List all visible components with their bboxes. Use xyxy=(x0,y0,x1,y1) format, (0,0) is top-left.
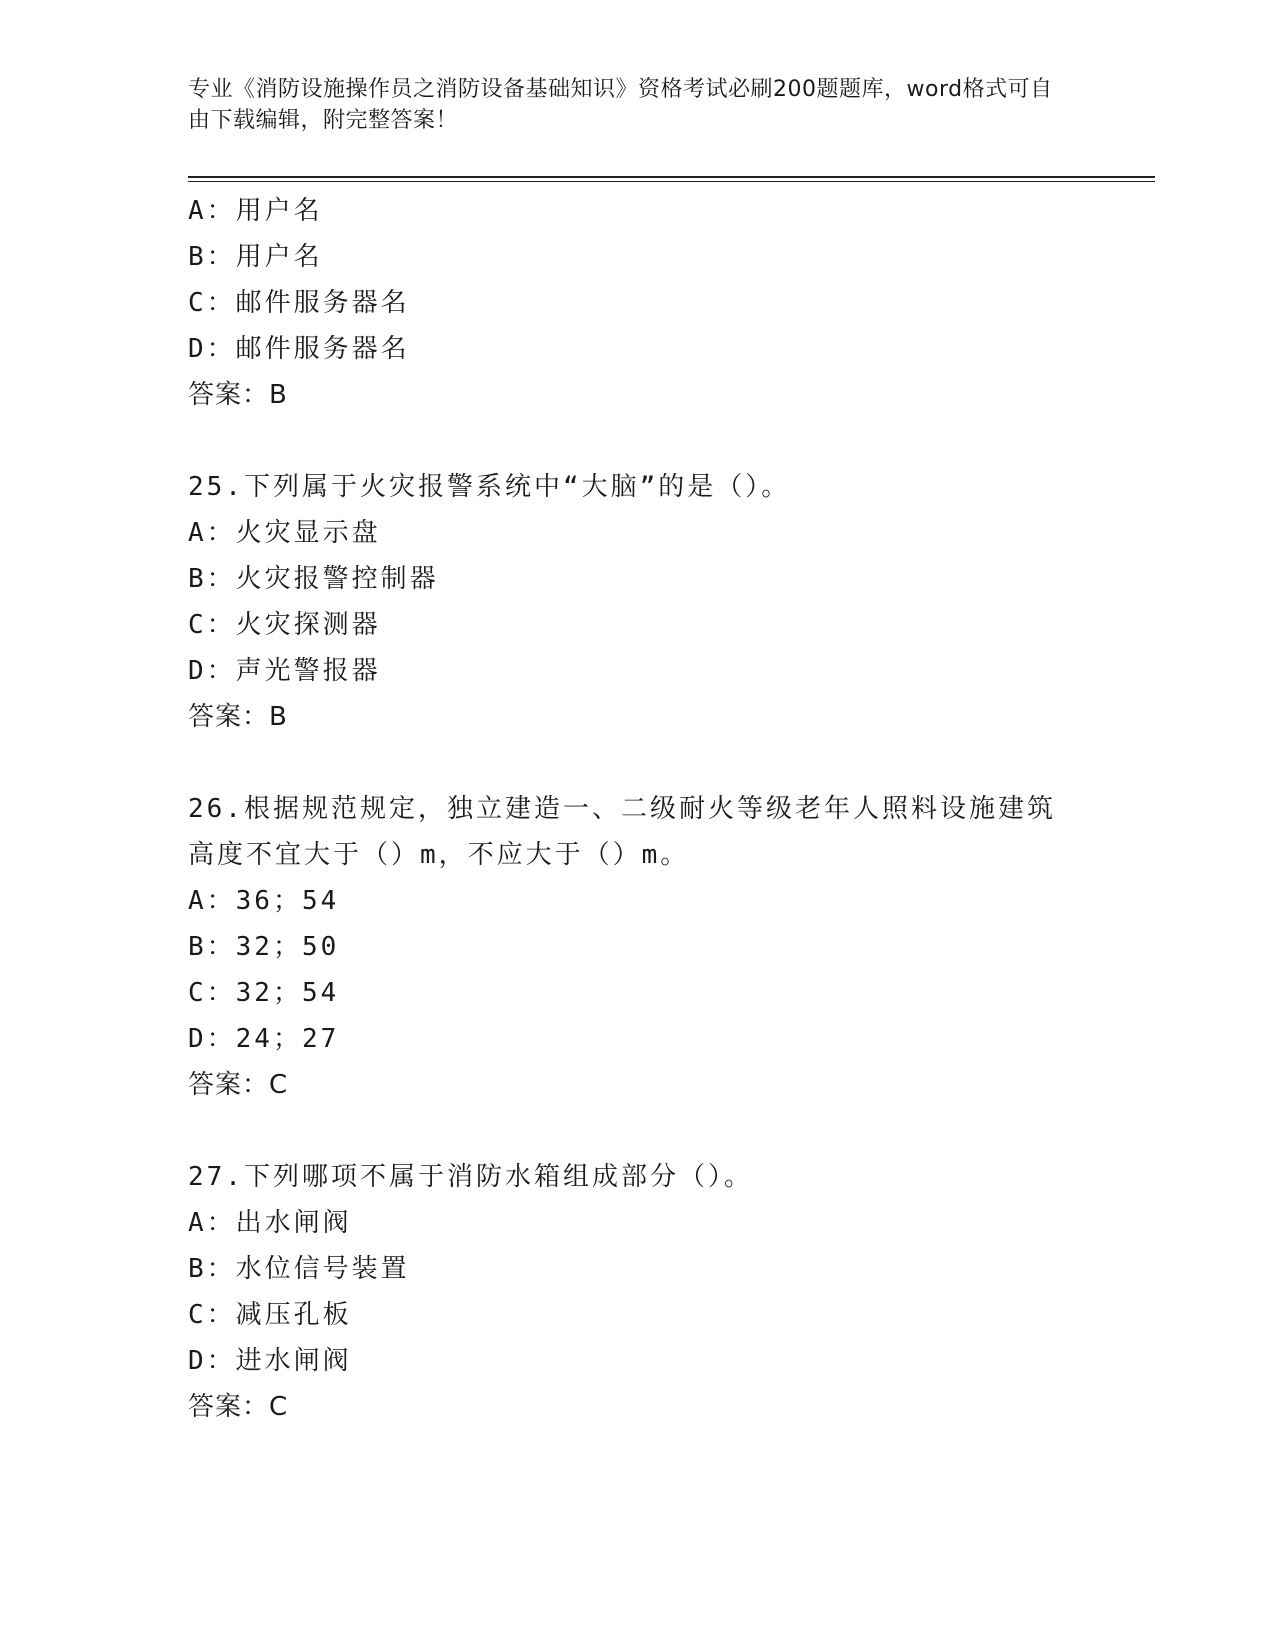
option-d: D：24；27 xyxy=(188,1024,340,1054)
option-b: B：用户名 xyxy=(188,242,323,272)
answer-line: 答案：C xyxy=(188,1070,289,1100)
option-a: A：出水闸阀 xyxy=(188,1208,352,1238)
option-c: C：减压孔板 xyxy=(188,1300,352,1330)
option-c: C：邮件服务器名 xyxy=(188,288,410,318)
option-a: A：36；54 xyxy=(188,886,340,916)
question-25 xyxy=(188,464,1088,740)
option-b: B：水位信号装置 xyxy=(188,1254,410,1284)
header-divider-thick xyxy=(188,176,1155,178)
question-24-tail xyxy=(188,188,1088,418)
answer-line: 答案：C xyxy=(188,1392,289,1422)
header-divider-thin xyxy=(188,181,1155,182)
document-header: 专业《消防设施操作员之消防设备基础知识》资格考试必刷200题题库，word格式可自由下载编辑，附完整答案！ xyxy=(188,77,1053,133)
option-d: D：进水闸阀 xyxy=(188,1346,352,1376)
option-b: B：32；50 xyxy=(188,932,340,962)
option-c: C：32；54 xyxy=(188,978,340,1008)
option-a: A：火灾显示盘 xyxy=(188,518,381,548)
question-27 xyxy=(188,1154,1088,1430)
question-stem: 25.下列属于火灾报警系统中“大脑”的是（）。 xyxy=(188,472,791,502)
option-d: D：声光警报器 xyxy=(188,656,381,686)
question-26 xyxy=(188,786,1088,1108)
question-stem: 27.下列哪项不属于消防水箱组成部分（）。 xyxy=(188,1162,753,1192)
option-d: D：邮件服务器名 xyxy=(188,334,410,364)
answer-line: 答案：B xyxy=(188,702,288,732)
answer-line: 答案：B xyxy=(188,380,288,410)
option-b: B：火灾报警控制器 xyxy=(188,564,439,594)
question-list xyxy=(188,188,1088,1430)
option-a: A：用户名 xyxy=(188,196,323,226)
question-stem: 26.根据规范规定，独立建造一、二级耐火等级老年人照料设施建筑高度不宜大于（）m，不应大于（）m。 xyxy=(188,794,1056,870)
option-c: C：火灾探测器 xyxy=(188,610,381,640)
